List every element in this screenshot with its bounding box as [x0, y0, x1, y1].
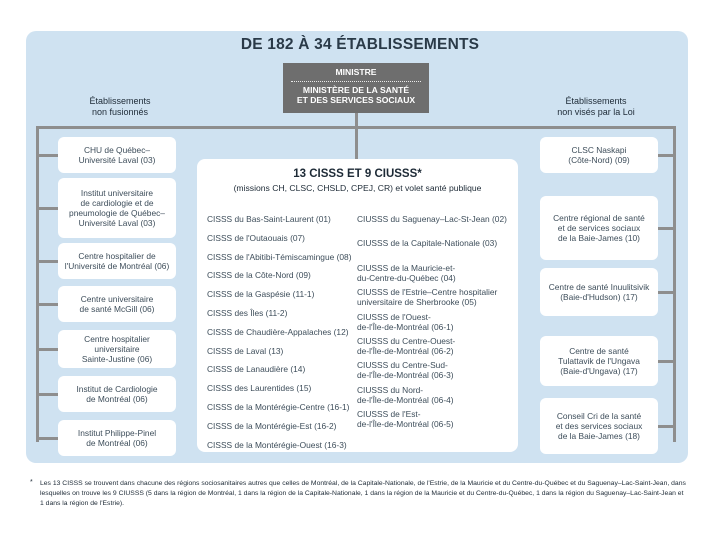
cisss-item-line: CISSS de Chaudière-Appalaches (12): [207, 326, 349, 337]
left-column-header: [52, 96, 188, 118]
ministere-line1: MINISTÈRE DE LA SANTÉ: [302, 85, 410, 95]
right-establishment-box: [540, 268, 658, 316]
right-column-header: [528, 96, 664, 118]
left-establishment-box-line: Institut de Cardiologie: [76, 384, 158, 394]
connector-left-tick: [36, 437, 60, 440]
left-establishment-box-line: Centre hospitalier universitaire: [84, 334, 150, 354]
page-title: DE 182 À 34 ÉTABLISSEMENTS: [240, 36, 480, 53]
cisss-item-line: CISSS du Bas-Saint-Laurent (01): [207, 214, 331, 224]
ciusss-item-line: CIUSSS de l'Est-: [357, 409, 421, 420]
left-header-line1: Établissements: [89, 96, 151, 106]
footnote-marker: *: [30, 479, 33, 486]
ciusss-item-line: CIUSSS de l'Estrie–Centre hospitalier: [357, 287, 498, 298]
cisss-item: [207, 233, 305, 243]
connector-right-tick: [656, 291, 676, 294]
left-establishment-box: [58, 286, 176, 322]
cisss-item: [207, 270, 311, 280]
right-establishment-box: [540, 398, 658, 454]
right-establishment-box-line: (Côte-Nord) (09): [568, 155, 630, 165]
cisss-item: [207, 289, 314, 299]
right-establishment-box-line: (Baie-d'Ungava) (17): [560, 366, 638, 376]
left-establishment-box: [58, 376, 176, 412]
ciusss-item-line: CIUSSS du Nord-: [357, 384, 424, 395]
cisss-item-line: CISSS de Laval (13): [207, 345, 284, 356]
ciusss-item: [357, 385, 454, 405]
right-establishment-box: [540, 196, 658, 260]
cisss-item-line: CISSS de la Montérégie-Est (16-2): [207, 420, 337, 431]
left-establishment-box-line: pneumologie de Québec–: [69, 208, 165, 218]
right-establishment-box-line: Centre de santé: [569, 346, 629, 356]
cisss-item: [207, 327, 349, 337]
right-establishment-box-line: (Baie-d'Hudson) (17): [560, 292, 638, 302]
ciusss-item: [357, 238, 497, 248]
right-establishment-box-line: Tulattavik de l'Ungava: [558, 356, 640, 366]
connector-left-tick: [36, 154, 60, 157]
ciusss-item-line: CIUSSS du Centre-Ouest-: [357, 336, 456, 346]
cisss-item: [207, 440, 347, 450]
ciusss-item-line: universitaire de Sherbrooke (05): [357, 297, 477, 308]
cisss-item-line: CISSS de Lanaudière (14): [207, 364, 306, 375]
ciusss-item: [357, 409, 454, 429]
left-establishment-box-line: l'Université de Montréal (06): [64, 261, 170, 271]
ciusss-item-line: de-l'Île-de-Montréal (06-4): [357, 394, 454, 405]
ciusss-item: [357, 263, 456, 283]
right-establishment-box-line: Conseil Cri de la santé: [556, 411, 642, 421]
cisss-item-line: CISSS des Laurentides (15): [207, 383, 312, 394]
ciusss-item-line: de-l'Île-de-Montréal (06-5): [357, 419, 454, 430]
left-establishment-box-line: Institut universitaire: [80, 188, 154, 198]
connector-right-tick: [656, 227, 676, 230]
connector-right-tick: [656, 360, 676, 363]
right-establishment-box-line: Centre de santé Inuulitsivik: [548, 282, 650, 292]
cisss-item-line: CISSS de l'Outaouais (07): [207, 232, 305, 243]
center-subtitle: (missions CH, CLSC, CHSLD, CPEJ, CR) et volet santé publique: [233, 183, 482, 193]
ciusss-item: [357, 312, 454, 332]
cisss-item-line: CISSS des Îles (11-2): [207, 308, 288, 318]
left-establishment-box: [58, 330, 176, 368]
left-establishment-box: [58, 243, 176, 279]
left-establishment-box-line: de cardiologie et de: [80, 198, 154, 208]
left-header-line2: non fusionnés: [91, 107, 149, 117]
ciusss-item-line: du-Centre-du-Québec (04): [357, 272, 456, 283]
left-establishment-box-line: CHU de Québec–: [83, 145, 151, 155]
cisss-item: [207, 346, 283, 356]
cisss-item-line: CISSS de la Côte-Nord (09): [207, 270, 311, 281]
ciusss-item: [357, 360, 454, 380]
cisss-item: [207, 252, 352, 262]
cisss-item: [207, 364, 305, 374]
right-establishment-box: [540, 137, 658, 173]
ciusss-item: [357, 214, 507, 224]
right-establishment-box-line: de la Baie-James (18): [558, 431, 640, 441]
cisss-item: [207, 402, 349, 412]
right-header-line2: non visés par la Loi: [557, 107, 635, 117]
ciusss-item-line: de-l'Île-de-Montréal (06-1): [357, 321, 454, 332]
cisss-item-line: CISSS de la Gaspésie (11-1): [207, 289, 315, 300]
left-establishment-box-line: de Montréal (06): [86, 438, 148, 448]
connector-right-tick: [656, 154, 676, 157]
ciusss-item-line: CIUSSS de la Mauricie-et-: [357, 262, 456, 273]
connector-center-vertical: [355, 113, 358, 159]
left-establishment-box-line: de santé McGill (06): [79, 304, 155, 314]
cisss-item: [207, 383, 311, 393]
left-establishment-box-line: Université Laval (03): [78, 155, 156, 165]
left-establishment-box-line: de Montréal (06): [86, 394, 148, 404]
ciusss-item-line: CIUSSS de l'Ouest-: [357, 311, 431, 322]
left-establishment-box-line: Centre hospitalier de: [78, 251, 156, 261]
connector-right-tick: [656, 425, 676, 428]
cisss-item: [207, 421, 336, 431]
ciusss-item-line: de-l'Île-de-Montréal (06-2): [357, 346, 454, 356]
left-establishment-box-line: Institut Philippe-Pinel: [77, 428, 157, 438]
left-establishment-box-line: Centre universitaire: [80, 294, 154, 304]
cisss-item-line: CISSS de l'Abitibi-Témiscamingue (08): [207, 251, 352, 262]
cisss-ciusss-box: [197, 159, 518, 452]
cisss-item-line: CISSS de la Montérégie-Ouest (16-3): [207, 439, 347, 450]
left-establishment-box-line: Université Laval (03): [78, 218, 156, 228]
right-establishment-box-line: Centre régional de santé: [553, 213, 645, 223]
right-establishment-box-line: de la Baie-James (10): [558, 233, 640, 243]
connector-left-tick: [36, 303, 60, 306]
ciusss-item: [357, 287, 497, 307]
left-establishment-box: [58, 420, 176, 456]
right-establishment-box-line: et des services sociaux: [555, 421, 643, 431]
connector-left-tick: [36, 260, 60, 263]
ciusss-item-line: CIUSSS de la Capitale-Nationale (03): [357, 238, 498, 249]
ciusss-item-line: de-l'Île-de-Montréal (06-3): [357, 370, 454, 381]
ciusss-item-line: CIUSSS du Saguenay–Lac-St-Jean (02): [357, 214, 507, 224]
left-establishment-box-line: Sainte-Justine (06): [81, 354, 153, 364]
ministre-divider: [291, 81, 421, 82]
footnote-text: Les 13 CISSS se trouvent dans chacune des régions sociosanitaires autres que celles de Montréal, de la Capitale-Nationale, de l'Estrie, de la Mauricie et du Centre-du-Québec et du Saguenay–Lac-Saint-Jean, dans lesquelles on trouve les 9 CIUSSS (5 dans la région de Montréal, 1 dans la région de la Capitale-Nationale, 1 dans la région de la Mauricie et du Centre-du-Québec, 1 dans la région du Saguenay–Lac-Saint-Jean et 1 dans la région de l'Estrie).: [40, 480, 686, 507]
right-establishment-box: [540, 336, 658, 386]
ministere-line2: ET DES SERVICES SOCIAUX: [296, 95, 416, 105]
right-establishment-box-line: et de services sociaux: [557, 223, 641, 233]
left-establishment-box: [58, 178, 176, 238]
cisss-item-line: CISSS de la Montérégie-Centre (16-1): [207, 402, 350, 412]
left-establishment-box: [58, 137, 176, 173]
right-header-line1: Établissements: [565, 96, 627, 106]
right-establishment-box-line: CLSC Naskapi: [571, 145, 627, 155]
connector-left-tick: [36, 393, 60, 396]
ministre-label: MINISTRE: [335, 67, 377, 77]
connector-right-vertical: [673, 126, 676, 442]
center-title: 13 CISSS ET 9 CIUSSS*: [293, 168, 422, 180]
ministre-box: [283, 63, 429, 113]
connector-left-tick: [36, 348, 60, 351]
ciusss-item-line: CIUSSS du Centre-Sud-: [357, 360, 448, 371]
ciusss-item: [357, 336, 455, 356]
connector-left-tick: [36, 207, 60, 210]
cisss-item: [207, 308, 287, 318]
cisss-item: [207, 214, 331, 224]
